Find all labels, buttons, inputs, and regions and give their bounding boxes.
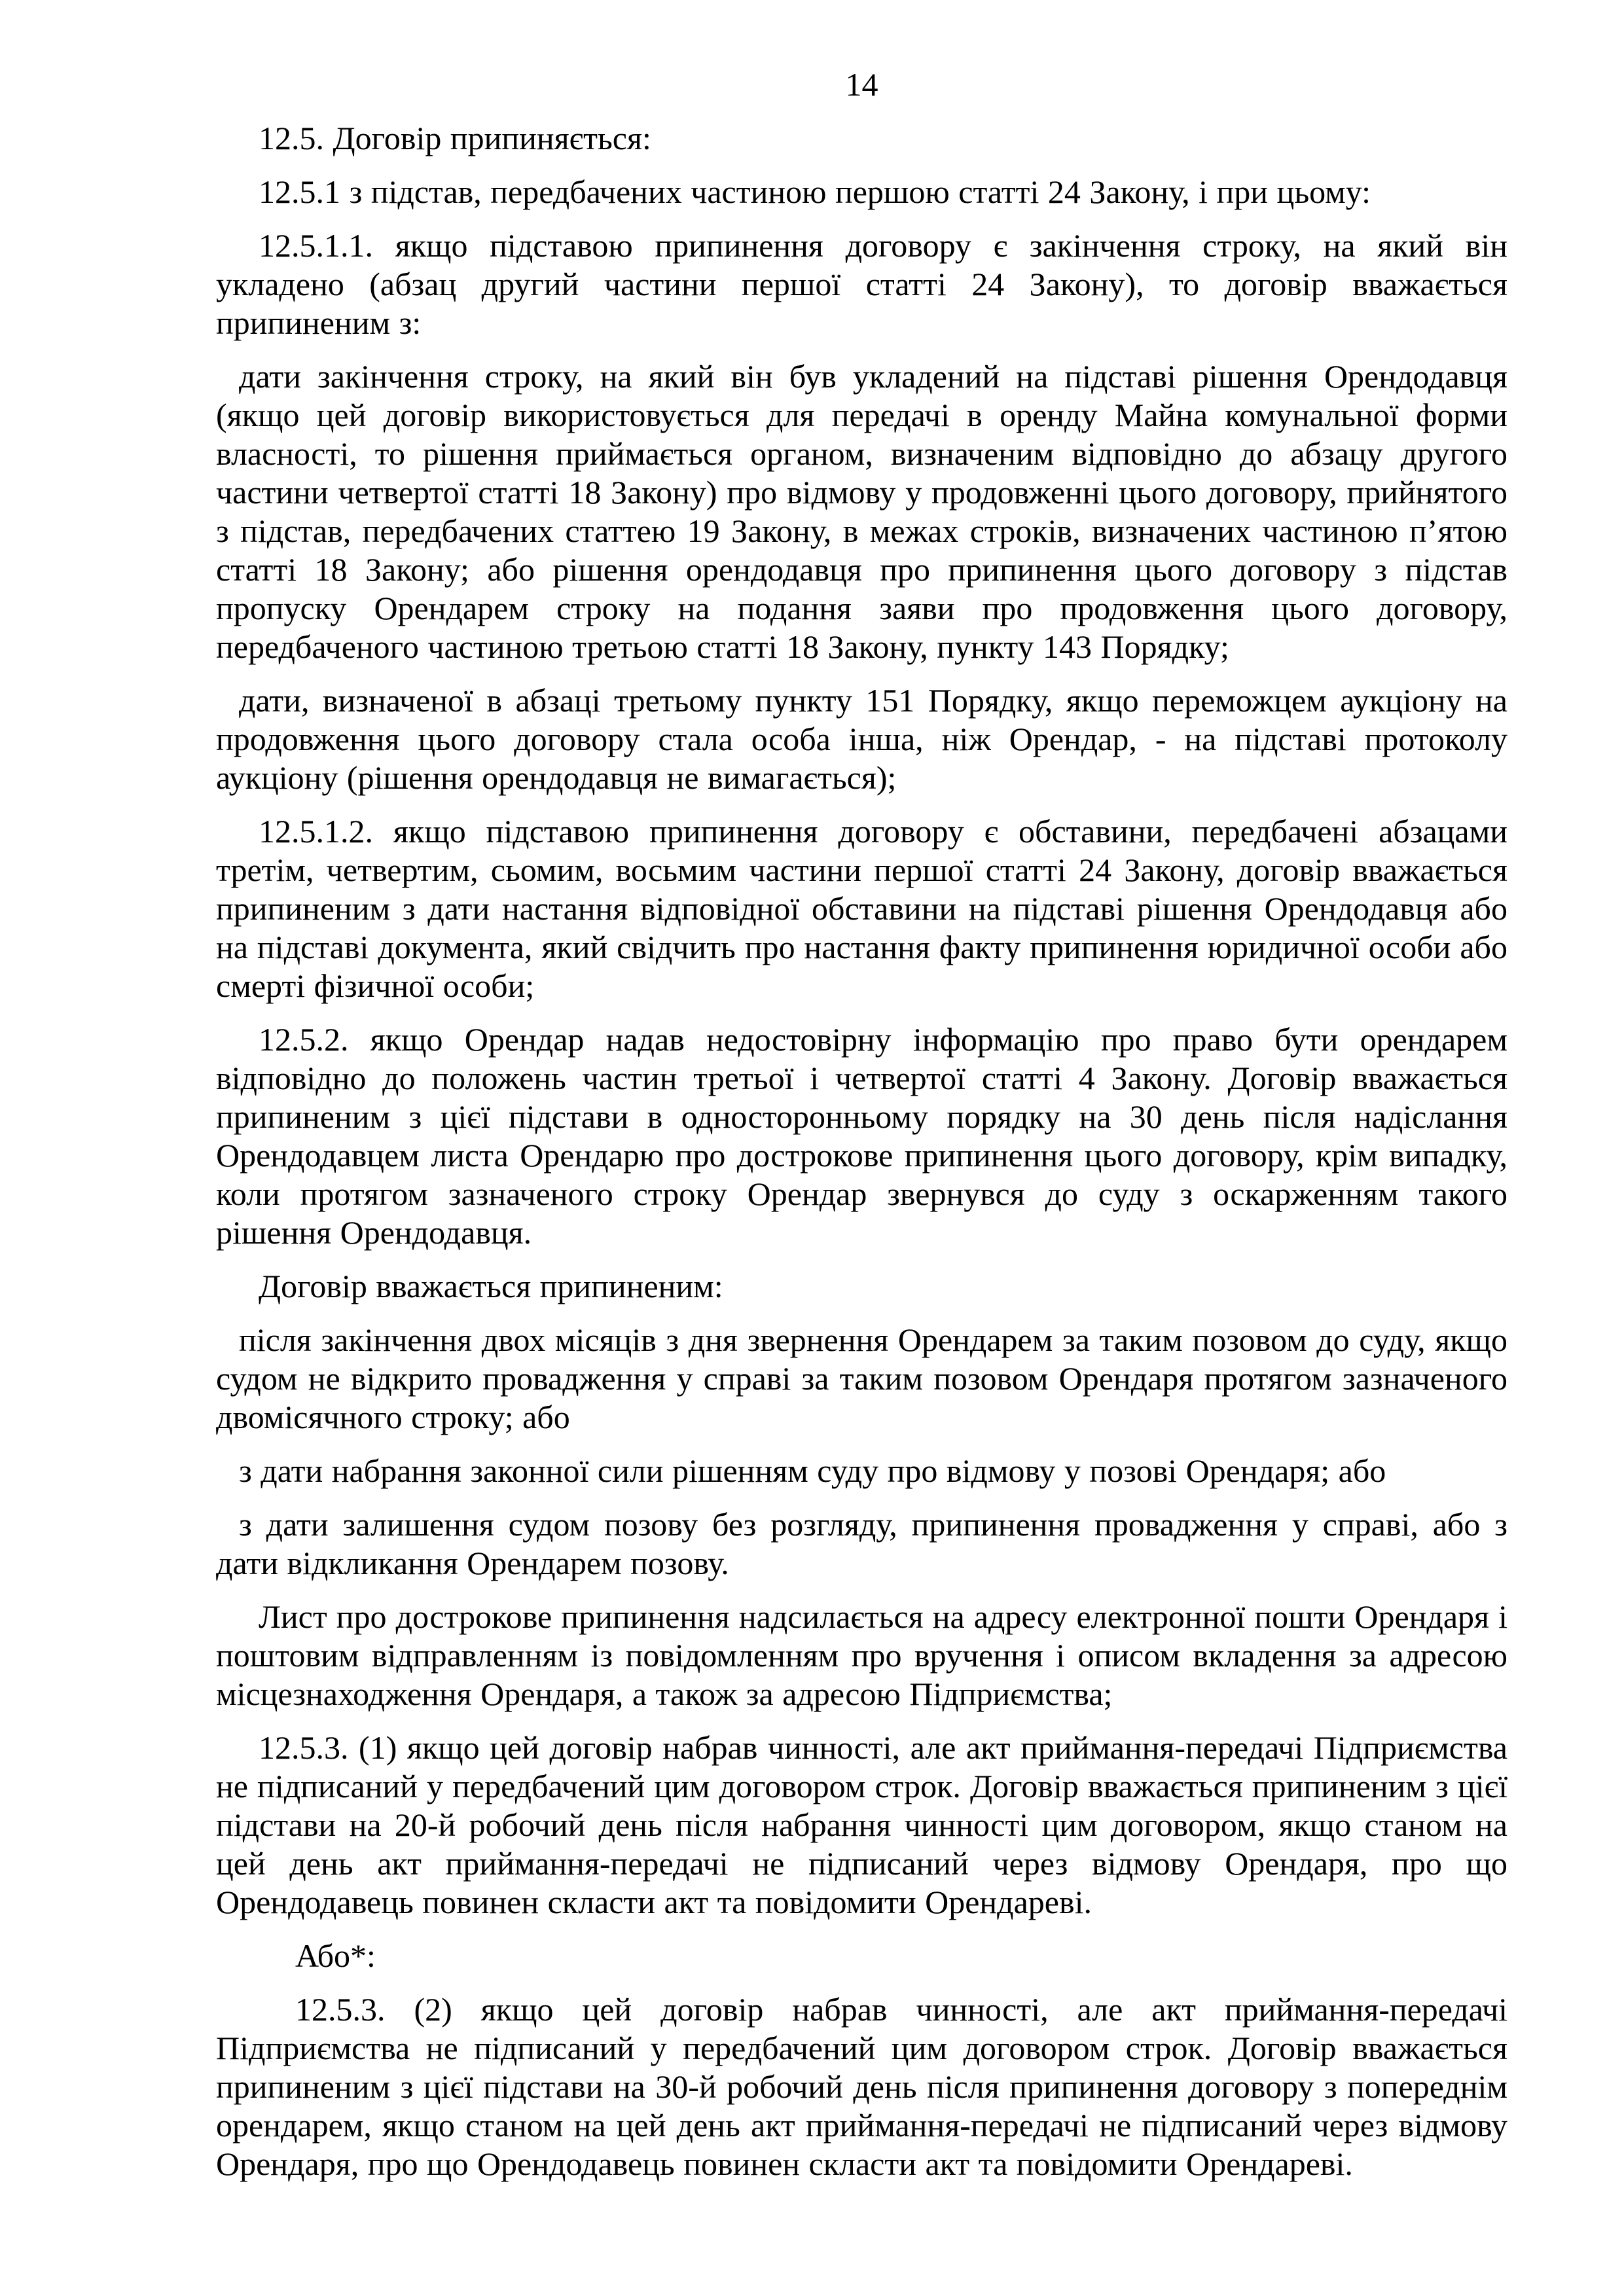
paragraph: 12.5.3. (2) якщо цей договір набрав чинності, але акт приймання-передачі Підприємства не підписаний у передбачений цим договором строк. Договір вважається припиненим з цієї підстави на 30-й робочий день після припинення договору з попереднім орендарем, якщо станом на цей день акт приймання-передачі не підписаний через відмову Орендаря, про що Орендодавець повинен скласти акт та повідомити Орендареві. (216, 1991, 1507, 2182)
page-number: 14 (845, 66, 878, 103)
paragraph: після закінчення двох місяців з дня звернення Орендарем за таким позовом до суду, якщо судом не відкрито провадження у справі за таким позовом Орендаря протягом зазначеного двомісячного строку; або (216, 1321, 1507, 1435)
paragraph: 12.5. Договір припиняється: (259, 120, 651, 156)
paragraph: 12.5.1 з підстав, передбачених частиною першою статті 24 Закону, і при цьому: (259, 173, 1371, 210)
paragraph: 12.5.1.1. якщо підставою припинення договору є закінчення строку, на який він укладено (абзац другий частини першої статті 24 Закону), то договір вважається припиненим з: (216, 227, 1507, 341)
document-body (216, 119, 1507, 2183)
paragraph: 12.5.3. (1) якщо цей договір набрав чинності, але акт приймання-передачі Підприємства не підписаний у передбачений цим договором строк. Договір вважається припиненим з цієї підстави на 20-й робочий день після набрання чинності цим договором, якщо станом на цей день акт приймання-передачі не підписаний через відмову Орендаря, про що Орендодавець повинен скласти акт та повідомити Орендареві. (216, 1729, 1507, 1920)
paragraph: з дати залишення судом позову без розгляду, припинення провадження у справі, або з дати відкликання Орендарем позову. (216, 1506, 1507, 1581)
paragraph: 12.5.2. якщо Орендар надав недостовірну інформацію про право бути орендарем відповідно до положень частин третьої і четвертої статті 4 Закону. Договір вважається припиненим з цієї підстави в односторонньому порядку на 30 день після надіслання Орендодавцем листа Орендарю про дострокове припинення цього договору, крім випадку, коли протягом зазначеного строку Орендар звернувся до суду з оскарженням такого рішення Орендодавця. (216, 1021, 1507, 1251)
paragraph: дати закінчення строку, на який він був укладений на підставі рішення Орендодавця (якщо цей договір використовується для передачі в оренду Майна комунальної форми власності, то рішення приймається органом, визначеним відповідно до абзацу другого частини четвертої статті 18 Закону) про відмову у продовженні цього договору, прийнятого з підстав, передбачених статтею 19 Закону, в межах строків, визначених частиною п’ятою статті 18 Закону; або рішення орендодавця про припинення цього договору з підстав пропуску Орендарем строку на подання заяви про продовження цього договору, передбаченого частиною третьою статті 18 Закону, пункту 143 Порядку; (216, 358, 1507, 665)
paragraph: Лист про дострокове припинення надсилається на адресу електронної пошти Орендаря і поштовим відправленням із повідомленням про вручення і описом вкладення за адресою місцезнаходження Орендаря, а також за адресою Підприємства; (216, 1598, 1507, 1712)
paragraph: 12.5.1.2. якщо підставою припинення договору є обставини, передбачені абзацами третім, четвертим, сьомим, восьмим частини першої статті 24 Закону, договір вважається припиненим з дати настання відповідної обставини на підставі рішення Орендодавця або на підставі документа, який свідчить про настання факту припинення юридичної особи або смерті фізичної особи; (216, 813, 1507, 1004)
paragraph: Або*: (295, 1937, 376, 1974)
paragraph: з дати набрання законної сили рішенням суду про відмову у позові Орендаря; або (239, 1452, 1386, 1489)
paragraph: Договір вважається припиненим: (259, 1268, 723, 1304)
paragraph: дати, визначеної в абзаці третьому пункту 151 Порядку, якщо переможцем аукціону на продовження цього договору стала особа інша, ніж Орендар, - на підставі протоколу аукціону (рішення орендодавця не вимагається); (216, 682, 1507, 796)
